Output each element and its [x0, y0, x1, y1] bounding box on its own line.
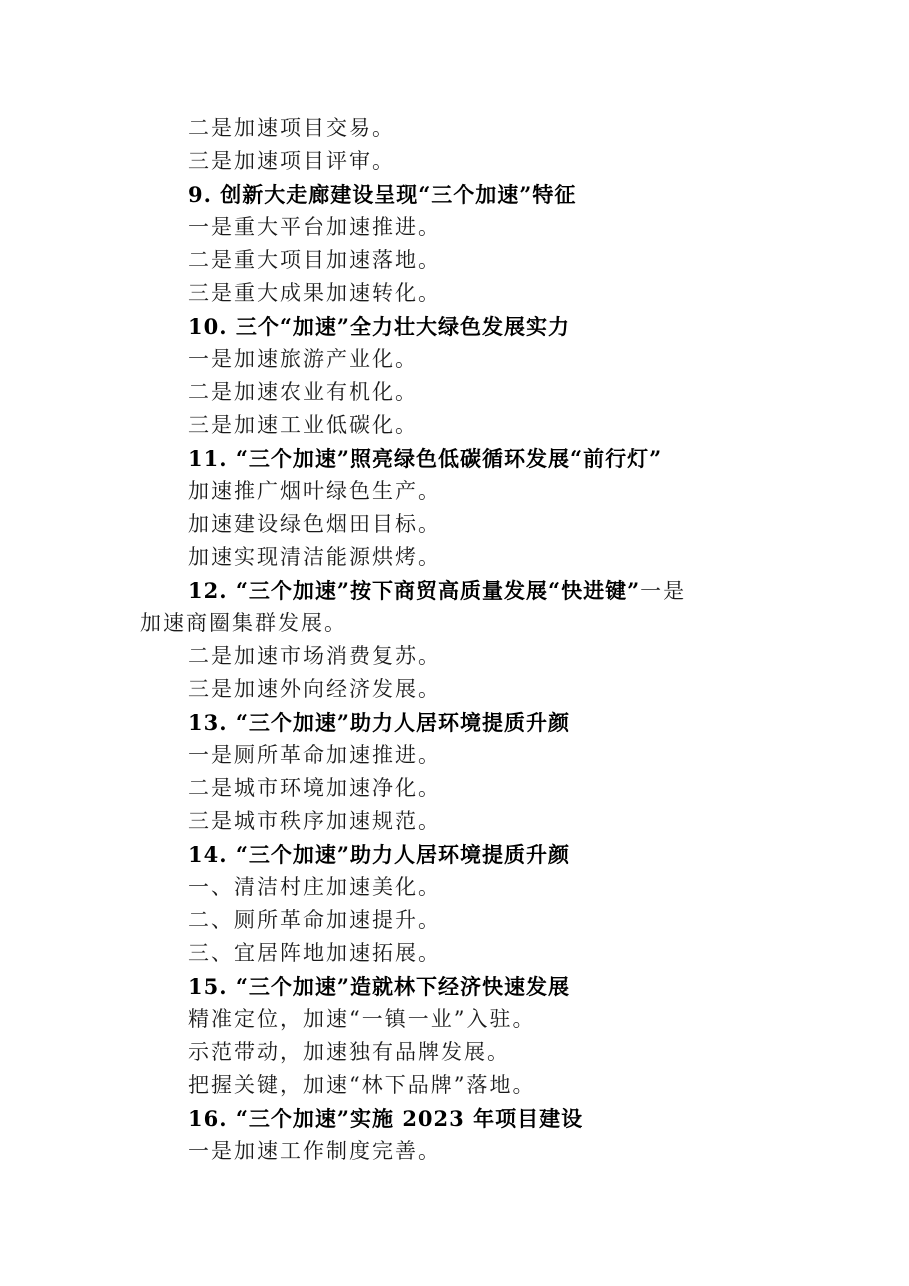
list-item: 把握关键，加速“林下品牌”落地。 — [188, 1073, 536, 1097]
list-item: 加速建设绿色烟田目标。 — [188, 512, 441, 536]
list-item: 一是加速工作制度完善。 — [188, 1139, 441, 1163]
list-item: 二是加速农业有机化。 — [188, 380, 418, 404]
paragraph-continuation: 加速商圈集群发展。 — [140, 611, 347, 635]
list-item: 二是重大项目加速落地。 — [188, 248, 441, 272]
section-heading: 14. “三个加速”助力人居环境提质升颜 — [188, 842, 571, 867]
list-item: 三是加速工业低碳化。 — [188, 413, 418, 437]
section-heading: 15. “三个加速”造就林下经济快速发展 — [188, 974, 571, 999]
list-item: 二是加速市场消费复苏。 — [188, 644, 441, 668]
section-heading: 9. 创新大走廊建设呈现“三个加速”特征 — [188, 182, 577, 207]
list-item: 二是城市环境加速净化。 — [188, 776, 441, 800]
list-item: 一是重大平台加速推进。 — [188, 215, 441, 239]
paragraph-start: 一是 — [640, 579, 687, 603]
section-heading: 13. “三个加速”助力人居环境提质升颜 — [188, 710, 571, 735]
section-heading: 16. “三个加速”实施 2023 年项目建设 — [188, 1106, 584, 1131]
list-item: 加速实现清洁能源烘烤。 — [188, 545, 441, 569]
list-item: 二、厕所革命加速提升。 — [188, 908, 441, 932]
list-item: 一是厕所革命加速推进。 — [188, 743, 441, 767]
list-item: 三是城市秩序加速规范。 — [188, 809, 441, 833]
list-item: 三是重大成果加速转化。 — [188, 281, 441, 305]
list-item: 二是加速项目交易。 — [188, 116, 395, 140]
list-item: 三、宜居阵地加速拓展。 — [188, 941, 441, 965]
list-item: 一是加速旅游产业化。 — [188, 347, 418, 371]
mixed-paragraph-first-line — [0, 574, 909, 607]
section-heading-inline: 12. “三个加速”按下商贸高质量发展“快进键” — [188, 578, 641, 603]
list-item: 三是加速外向经济发展。 — [188, 677, 441, 701]
document-body — [0, 112, 909, 1168]
list-item: 三是加速项目评审。 — [188, 149, 395, 173]
section-heading: 10. 三个“加速”全力壮大绿色发展实力 — [188, 314, 571, 339]
list-item: 精准定位，加速“一镇一业”入驻。 — [188, 1007, 536, 1031]
list-item: 示范带动，加速独有品牌发展。 — [188, 1040, 510, 1064]
section-heading: 11. “三个加速”照亮绿色低碳循环发展“前行灯” — [188, 446, 663, 471]
list-item: 加速推广烟叶绿色生产。 — [188, 479, 441, 503]
list-item: 一、清洁村庄加速美化。 — [188, 875, 441, 899]
